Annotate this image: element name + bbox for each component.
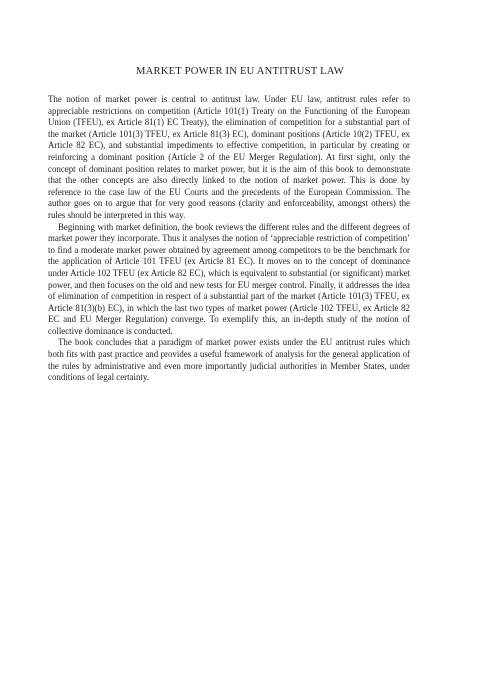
paragraph-3: The book concludes that a paradigm of market power exists under the EU antitrust rules which both fits with past practice and provides a useful framework of analysis for the general application of the rules by administrative and even more importantly judicial authorities in Member States, under conditions of legal certainty. (48, 337, 410, 383)
body-text (48, 94, 410, 384)
page-title: MARKET POWER IN EU ANTITRUST LAW (136, 66, 344, 77)
paragraph-2: Beginning with market definition, the book reviews the different rules and the different degrees of market power they incorporate. Thus it analyses the notion of ‘appreciable restriction of competition’ to find a moderate market power obtained by agreement among competitors to be the benchmark for the application of Article 101 TFEU (ex Article 81 EC). It moves on to the concept of dominance under Article 102 TFEU (ex Article 82 EC), which is equivalent to substantial (or significant) market power, and then focuses on the old and new tests for EU merger control. Finally, it addresses the idea of elimination of competition in respect of a substantial part of the market (Article 101(3) TFEU, ex Article 81(3)(b) EC), in which the last two types of market power (Article 102 TFEU, ex Article 82 EC and EU Merger Regulation) converge. To exemplify this, an in-depth study of the notion of collective dominance is conducted. (48, 221, 410, 336)
paragraph-1: The notion of market power is central to antitrust law. Under EU law, antitrust rules refer to appreciable restrictions on competition (Article 101(1) Treaty on the Functioning of the European Union (TFEU), ex Article 81(1) EC Treaty), the elimination of competition for a substantial part of the market (Article 101(3) TFEU, ex Article 81(3) EC), dominant positions (Article 10(2) TFEU, ex Article 82 EC), and substantial impediments to effective competition, in particular by creating or reinforcing a dominant position (Article 2 of the EU Merger Regulation). At first sight, only the concept of dominant position relates to market power, but it is the aim of this book to demonstrate that the other concepts are also directly linked to the notion of market power. This is done by reference to the case law of the EU Courts and the precedents of the European Commission. The author goes on to argue that for very good reasons (clarity and enforceability, amongst others) the rules should be interpreted in this way. (48, 94, 410, 220)
